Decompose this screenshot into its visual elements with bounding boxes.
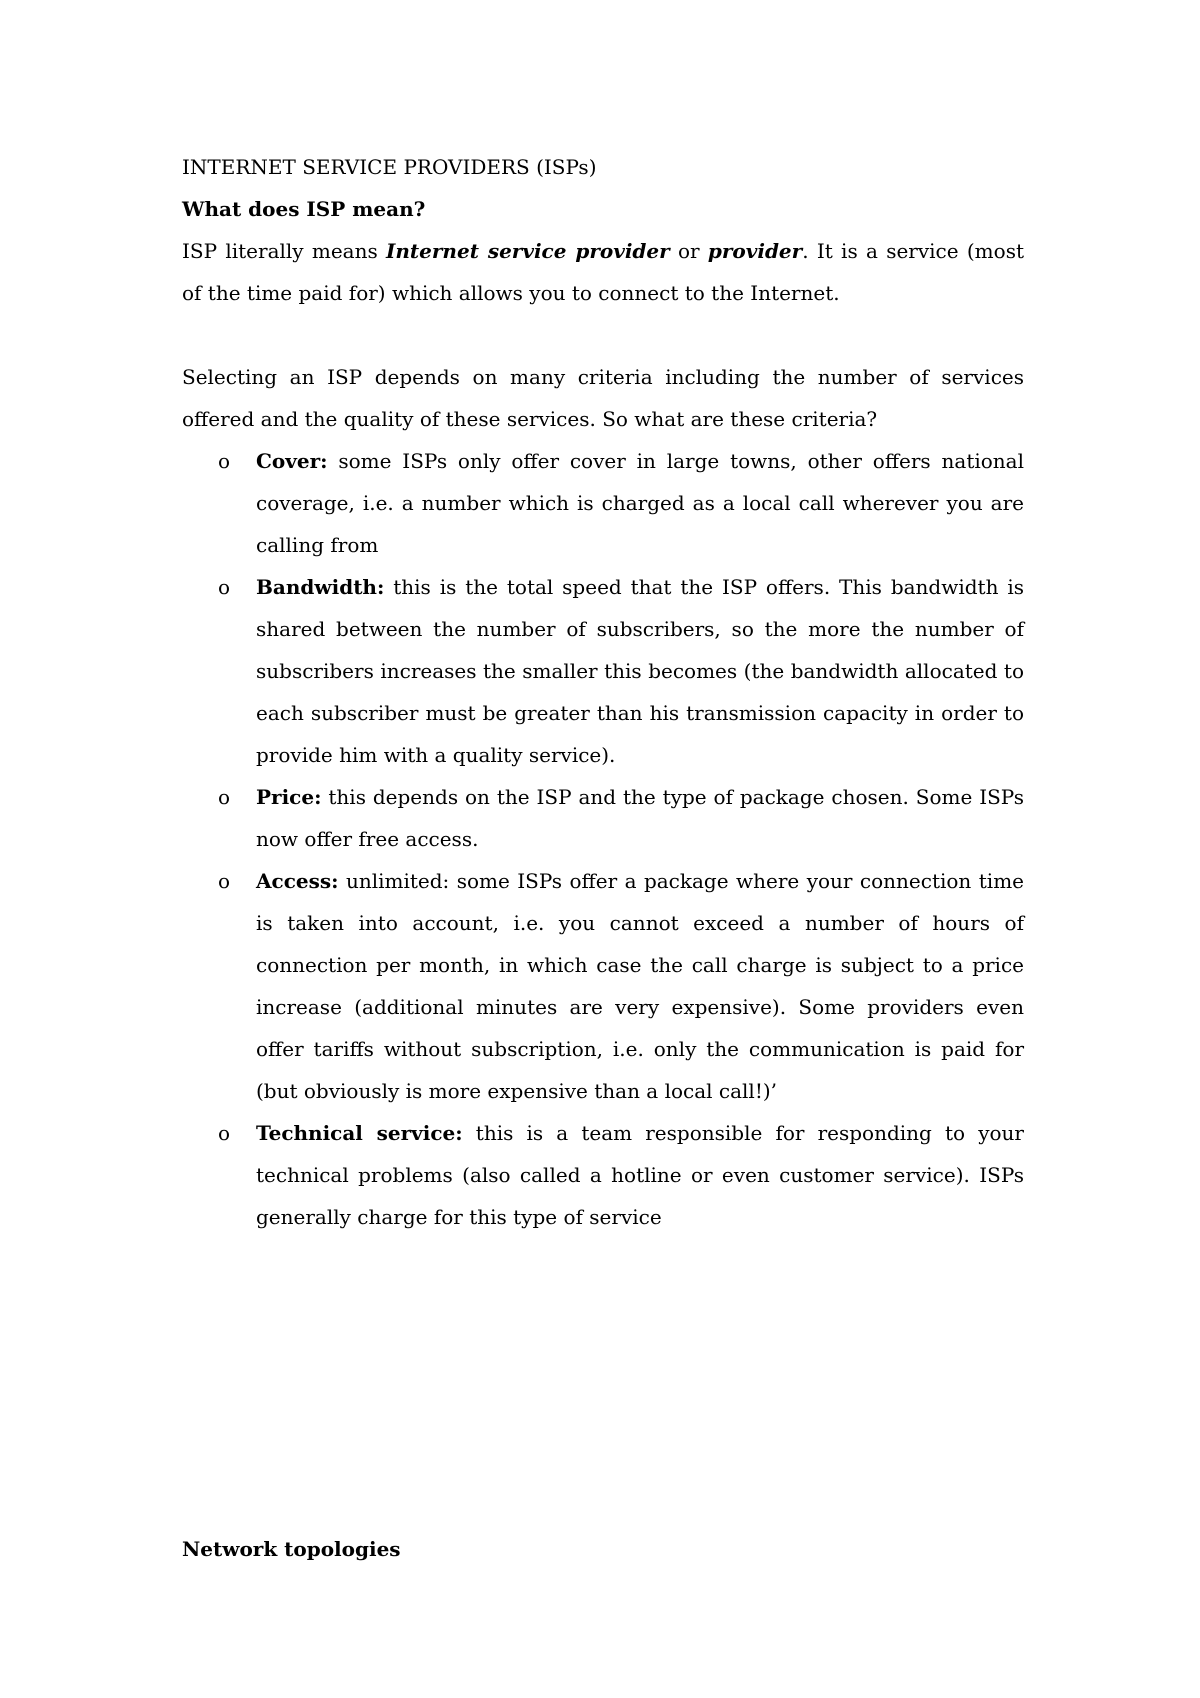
next-section-heading: Network topologies	[182, 1537, 401, 1561]
page-title: INTERNET SERVICE PROVIDERS (ISPs)	[182, 155, 597, 179]
list-item	[182, 440, 1024, 566]
definition-text-2: or	[669, 239, 708, 263]
bullet-marker: o	[218, 1121, 231, 1145]
list-item	[182, 566, 1024, 776]
bullet-marker: o	[218, 449, 231, 473]
criterion-text: this is the total speed that the ISP offers. This bandwidth is shared between the number of subscribers, so the more the number of subscribers increases the smaller this becomes (the bandwidth allocated to each subscriber must be greater than his transmission capacity in order to provide him with a quality service).	[256, 575, 1024, 767]
definition-term-isp: Internet service provider	[386, 239, 670, 263]
criterion-term: Technical service:	[256, 1121, 463, 1145]
criterion-term: Cover:	[256, 449, 328, 473]
criterion-text: some ISPs only offer cover in large towns, other offers national coverage, i.e. a number which is charged as a local call wherever you are calling from	[256, 449, 1024, 557]
bullet-marker: o	[218, 785, 231, 809]
criterion-text: unlimited: some ISPs offer a package where your connection time is taken into account, i.e. you cannot exceed a number of hours of connection per month, in which case the call charge is subject to a price increase (additional minutes are very expensive). Some providers even offer tariffs without subscription, i.e. only the communication is paid for (but obviously is more expensive than a local call!)’	[256, 869, 1024, 1103]
criterion-text: this is a team responsible for responding to your technical problems (also called a hotline or even customer service). ISPs generally charge for this type of service	[256, 1121, 1024, 1229]
bullet-marker: o	[218, 869, 231, 893]
definition-text-3: . It is a service (most of the time paid for) which allows you to connect to the Internet.	[182, 239, 1024, 305]
criterion-term: Price:	[256, 785, 322, 809]
bullet-marker: o	[218, 575, 231, 599]
criterion-text: this depends on the ISP and the type of package chosen. Some ISPs now offer free access.	[256, 785, 1024, 851]
definition-paragraph	[182, 230, 1024, 314]
criteria-list	[182, 440, 1024, 1238]
list-item	[182, 860, 1024, 1112]
intro-paragraph: Selecting an ISP depends on many criteria including the number of services offered and the quality of these services. So what are these criteria?	[182, 365, 1024, 431]
definition-term-provider: provider	[707, 239, 803, 263]
document-body	[182, 146, 1024, 1238]
list-item	[182, 776, 1024, 860]
criterion-term: Bandwidth:	[256, 575, 385, 599]
criterion-term: Access:	[256, 869, 339, 893]
paragraph-spacer	[182, 314, 1024, 356]
definition-text-1: ISP literally means	[182, 239, 387, 263]
section-subtitle: What does ISP mean?	[182, 197, 426, 221]
list-item	[182, 1112, 1024, 1238]
